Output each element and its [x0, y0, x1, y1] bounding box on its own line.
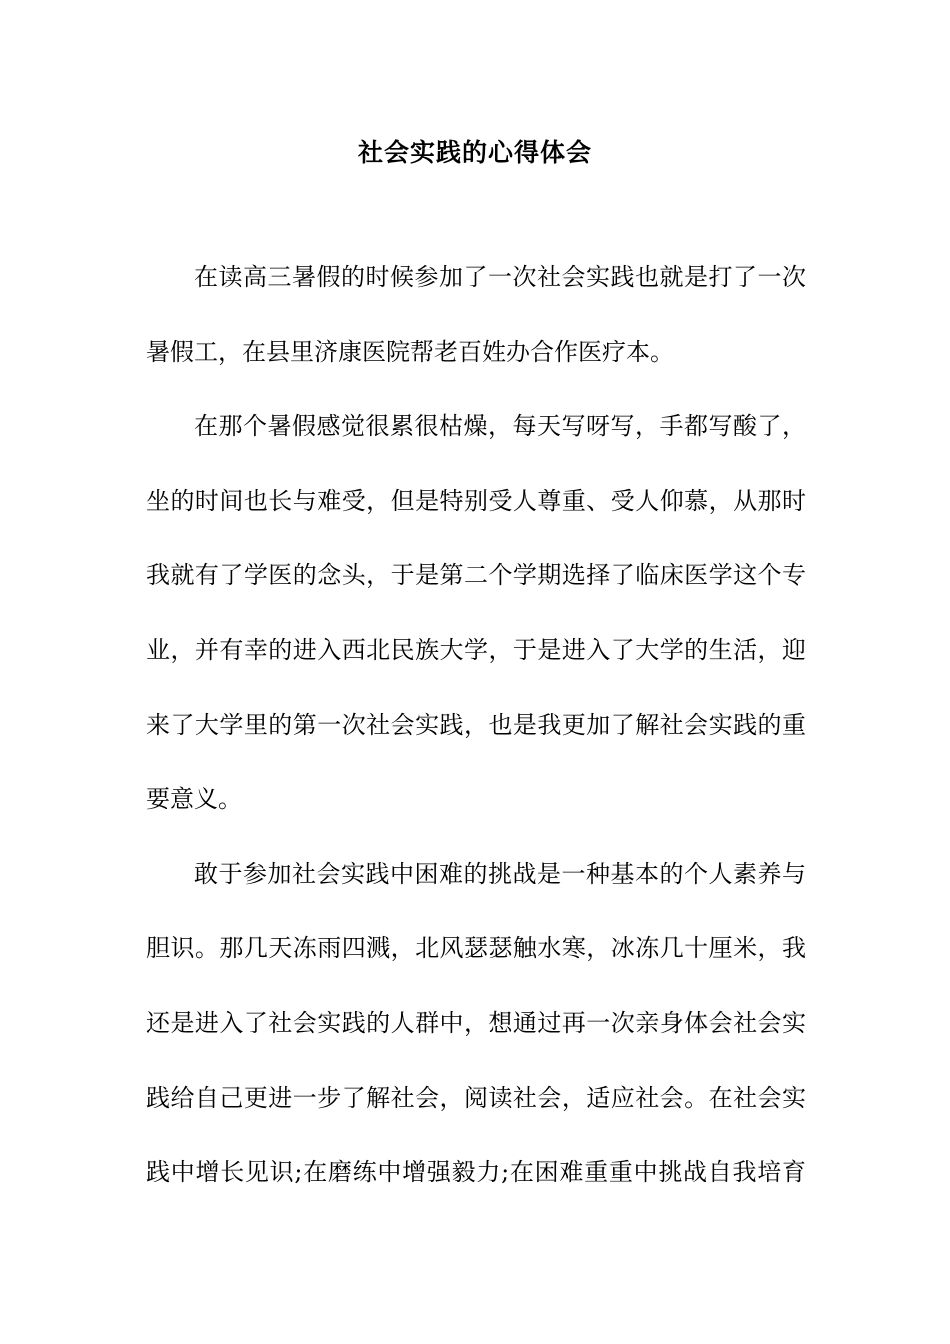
- paragraph-line: 践给自己更进一步了解社会，阅读社会，适应社会。在社会实: [146, 1084, 806, 1112]
- paragraph-line: 暑假工，在县里济康医院帮老百姓办合作医疗本。: [146, 338, 674, 366]
- paragraph-line: 践中增长见识;在磨练中增强毅力;在困难重重中挑战自我培育: [146, 1158, 806, 1186]
- paragraph-line: 坐的时间也长与难受，但是特别受人尊重、受人仰慕，从那时: [146, 487, 806, 515]
- paragraph-line: 在那个暑假感觉很累很枯燥，每天写呀写，手都写酸了，: [194, 412, 806, 440]
- paragraph-line: 业，并有幸的进入西北民族大学，于是进入了大学的生活，迎: [146, 636, 806, 664]
- document-title: 社会实践的心得体会: [357, 138, 592, 167]
- paragraph-line: 胆识。那几天冻雨四溅，北风瑟瑟触水寒，冰冻几十厘米，我: [146, 934, 806, 962]
- paragraph-line: 敢于参加社会实践中困难的挑战是一种基本的个人素养与: [194, 860, 806, 888]
- paragraph-line: 我就有了学医的念头，于是第二个学期选择了临床医学这个专: [146, 561, 806, 589]
- paragraph-line: 要意义。: [146, 785, 242, 813]
- paragraph-line: 在读高三暑假的时候参加了一次社会实践也就是打了一次: [194, 263, 806, 291]
- paragraph-line: 来了大学里的第一次社会实践，也是我更加了解社会实践的重: [146, 711, 806, 739]
- paragraph-line: 还是进入了社会实践的人群中，想通过再一次亲身体会社会实: [146, 1009, 806, 1037]
